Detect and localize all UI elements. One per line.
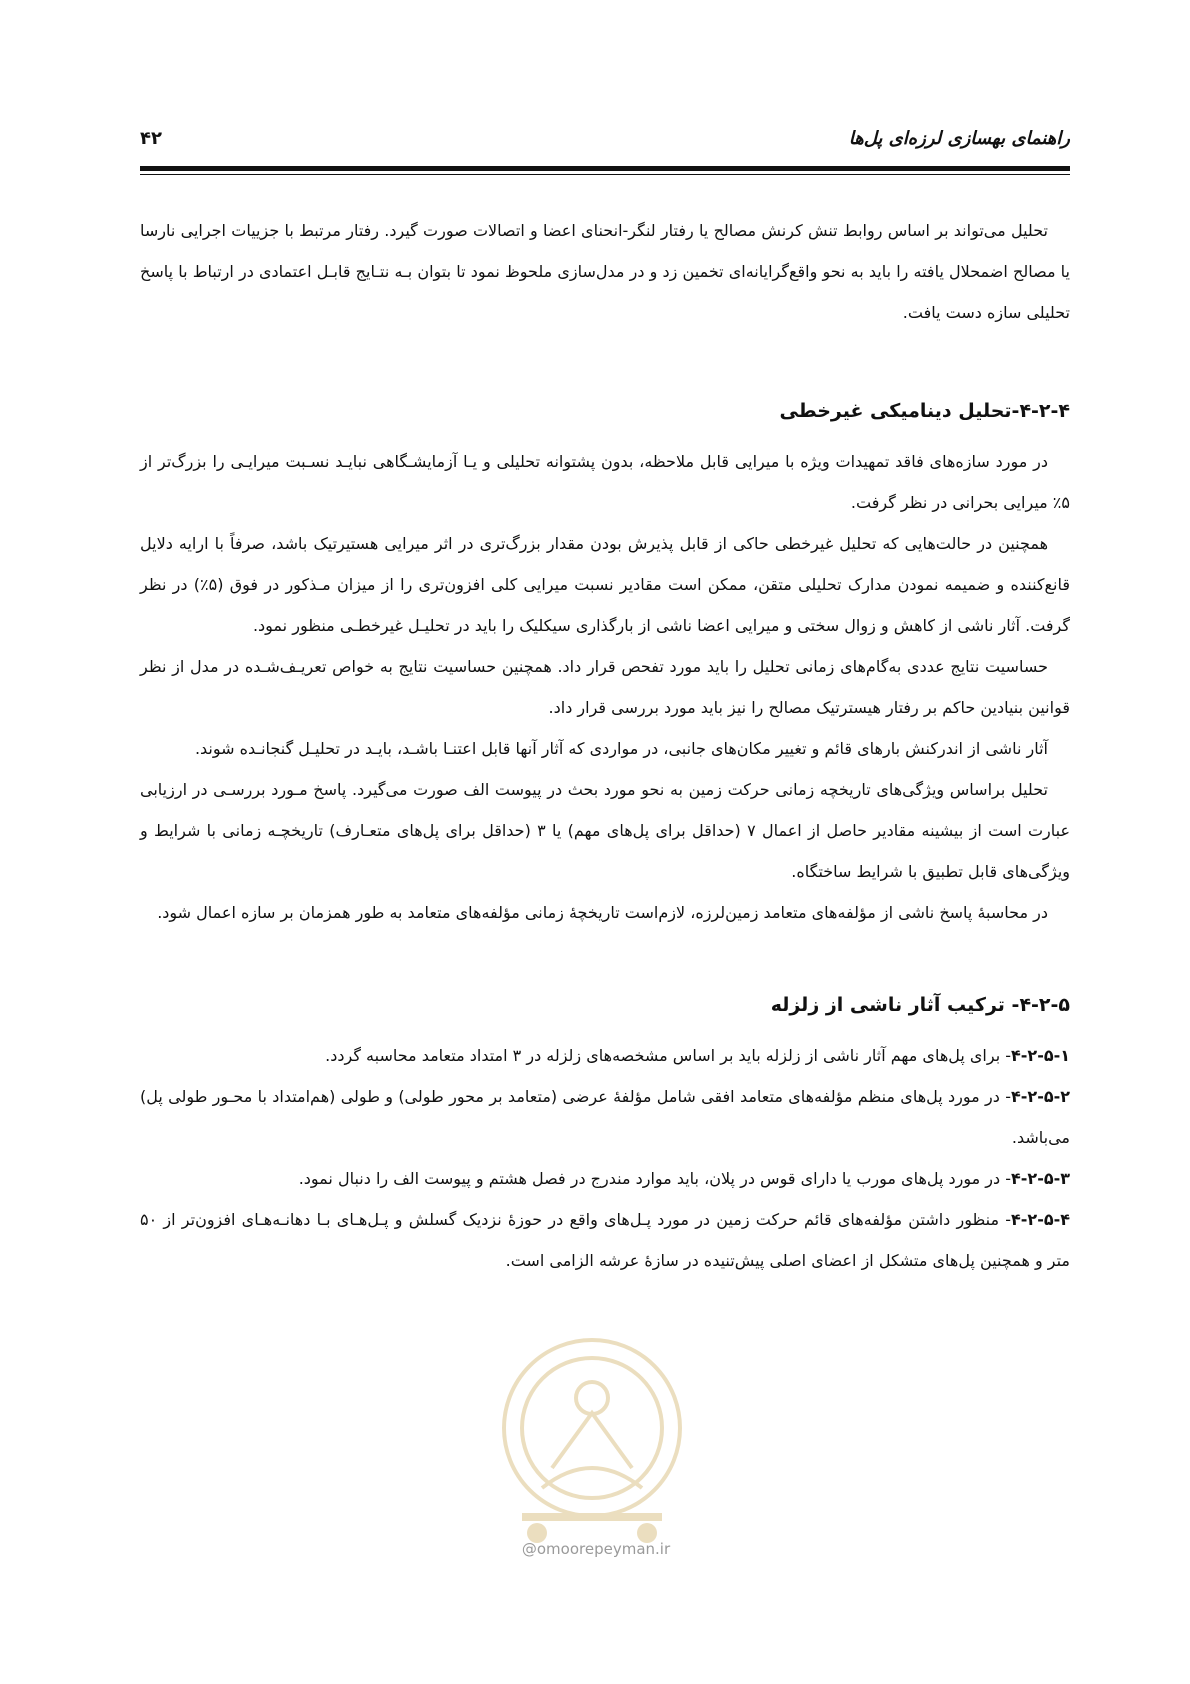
body-paragraph: در محاسبهٔ پاسخ ناشی از مؤلفه‌های متعامد زمین‌لرزه، لازم‌است تاریخچهٔ زمانی مؤلفه‌های متعامد به طور همزمان بر سازه اعمال شود.	[157, 903, 1048, 922]
header-rule-thick	[140, 166, 1070, 171]
clause-number: ۴-۲-۵-۲	[1011, 1087, 1070, 1106]
page-number: ۴۲	[140, 128, 162, 149]
clause-text: - برای پل‌های مهم آثار ناشی از زلزله باید بر اساس مشخصه‌های زلزله در ۳ امتداد متعامد محاسبه گردد.	[325, 1046, 1012, 1065]
clause-item	[140, 1199, 1070, 1281]
body-paragraph: حساسیت نتایج عددی به‌گام‌های زمانی تحلیل را باید مورد تفحص قرار داد. همچنین حساسیت نتایج به خواص تعریـف‌شـده در مدل از نظر قوانین بنیادین حاکم بر رفتار هیسترتیک مصالح را نیز باید مورد بررسی قرار داد.	[140, 657, 1070, 717]
watermark-url: @omoorepeyman.ir	[521, 1540, 671, 1558]
clause-item	[140, 1076, 1070, 1158]
section-heading-load-combination: ۴-۲-۵- ترکیب آثار ناشی از زلزله	[770, 994, 1070, 1016]
header-rule-thin	[140, 174, 1070, 175]
clause-text: - منظور داشتن مؤلفه‌های قائم حرکت زمین در مورد پـل‌های واقع در حوزهٔ نزدیک گسلش و پـل‌هـای بـا دهانـه‌هـای افزون‌تر از ۵۰ متر و همچنین پل‌های متشکل از اعضای اصلی پیش‌تنیده در سازهٔ عرشه الزامی است.	[140, 1210, 1070, 1270]
clause-number: ۴-۲-۵-۱	[1011, 1046, 1070, 1065]
clause-number: ۴-۲-۵-۳	[1011, 1169, 1070, 1188]
clause-item	[140, 1158, 1070, 1199]
clause-text: - در مورد پل‌های منظم مؤلفه‌های متعامد افقی شامل مؤلفهٔ عرضی (متعامد بر محور طولی) و طولی (هم‌امتداد با محـور طولی پل) می‌باشد.	[140, 1087, 1070, 1147]
watermark-logo-icon	[482, 1318, 702, 1568]
body-paragraph: تحلیل براساس ویژگی‌های تاریخچه زمانی حرکت زمین به نحو مورد بحث در پیوست الف صورت می‌گیرد. پاسخ مـورد بررسـی در ارزیابی عبارت است از بیشینه مقادیر حاصل از اعمال ۷ (حداقل برای پل‌های مهم) یا ۳ (حداقل برای پل‌های متعـارف) تاریخچـه زمانی با شرایط و ویژگی‌های قابل تطبیق با شرایط ساختگاه.	[140, 780, 1071, 881]
intro-paragraph: تحلیل می‌تواند بر اساس روابط تنش کرنش مصالح یا رفتار لنگر-انحنای اعضا و اتصالات صورت گیرد. رفتار مرتبط با جزییات اجرایی نارسا یا مصالح اضمحلال یافته را باید به نحو واقع‌گرایانه‌ای تخمین زد و در مدل‌سازی ملحوظ نمود تا بتوان بـه نتـایج قابـل اعتمادی در ارتباط با پاسخ تحلیلی سازه دست یافت.	[140, 221, 1070, 322]
body-paragraph: آثار ناشی از اندرکنش بارهای قائم و تغییر مکان‌های جانبی، در مواردی که آثار آنها قابل اعتنـا باشـد، بایـد در تحلیـل گنجانـده شوند.	[194, 739, 1048, 758]
running-title: راهنمای بهسازی لرزه‌ای پل‌ها	[848, 128, 1070, 149]
clause-text: - در مورد پل‌های مورب یا دارای قوس در پلان، باید موارد مندرج در فصل هشتم و پیوست الف را دنبال نمود.	[298, 1169, 1012, 1188]
clause-number: ۴-۲-۵-۴	[1011, 1210, 1070, 1229]
clause-item	[140, 1035, 1070, 1076]
body-paragraph: در مورد سازه‌های فاقد تمهیدات ویژه با میرایی قابل ملاحظه، بدون پشتوانه تحلیلی و یـا آزمایشـگاهی نبایـد نسـبت میرایـی را بزرگ‌تر از ۵٪ میرایی بحرانی در نظر گرفت.	[140, 452, 1070, 512]
body-paragraph: همچنین در حالت‌هایی که تحلیل غیرخطی حاکی از قابل پذیرش بودن مقدار بزرگ‌تری در اثر میرایی هستیرتیک باشد، صرفاً با ارایه دلایل قانع‌کننده و ضمیمه نمودن مدارک تحلیلی متقن، ممکن است مقادیر نسبت میرایی کلی افزون‌تری را از میزان مـذکور در فوق (۵٪) در نظر گرفت. آثار ناشی از کاهش و زوال سختی و میرایی اعضا ناشی از بارگذاری سیکلیک را باید در تحلیـل غیرخطـی منظور نمود.	[140, 534, 1071, 635]
page-body	[140, 210, 1070, 1281]
section-heading-nonlinear-dynamic: ۴-۲-۴-تحلیل دینامیکی غیرخطی	[779, 400, 1070, 422]
